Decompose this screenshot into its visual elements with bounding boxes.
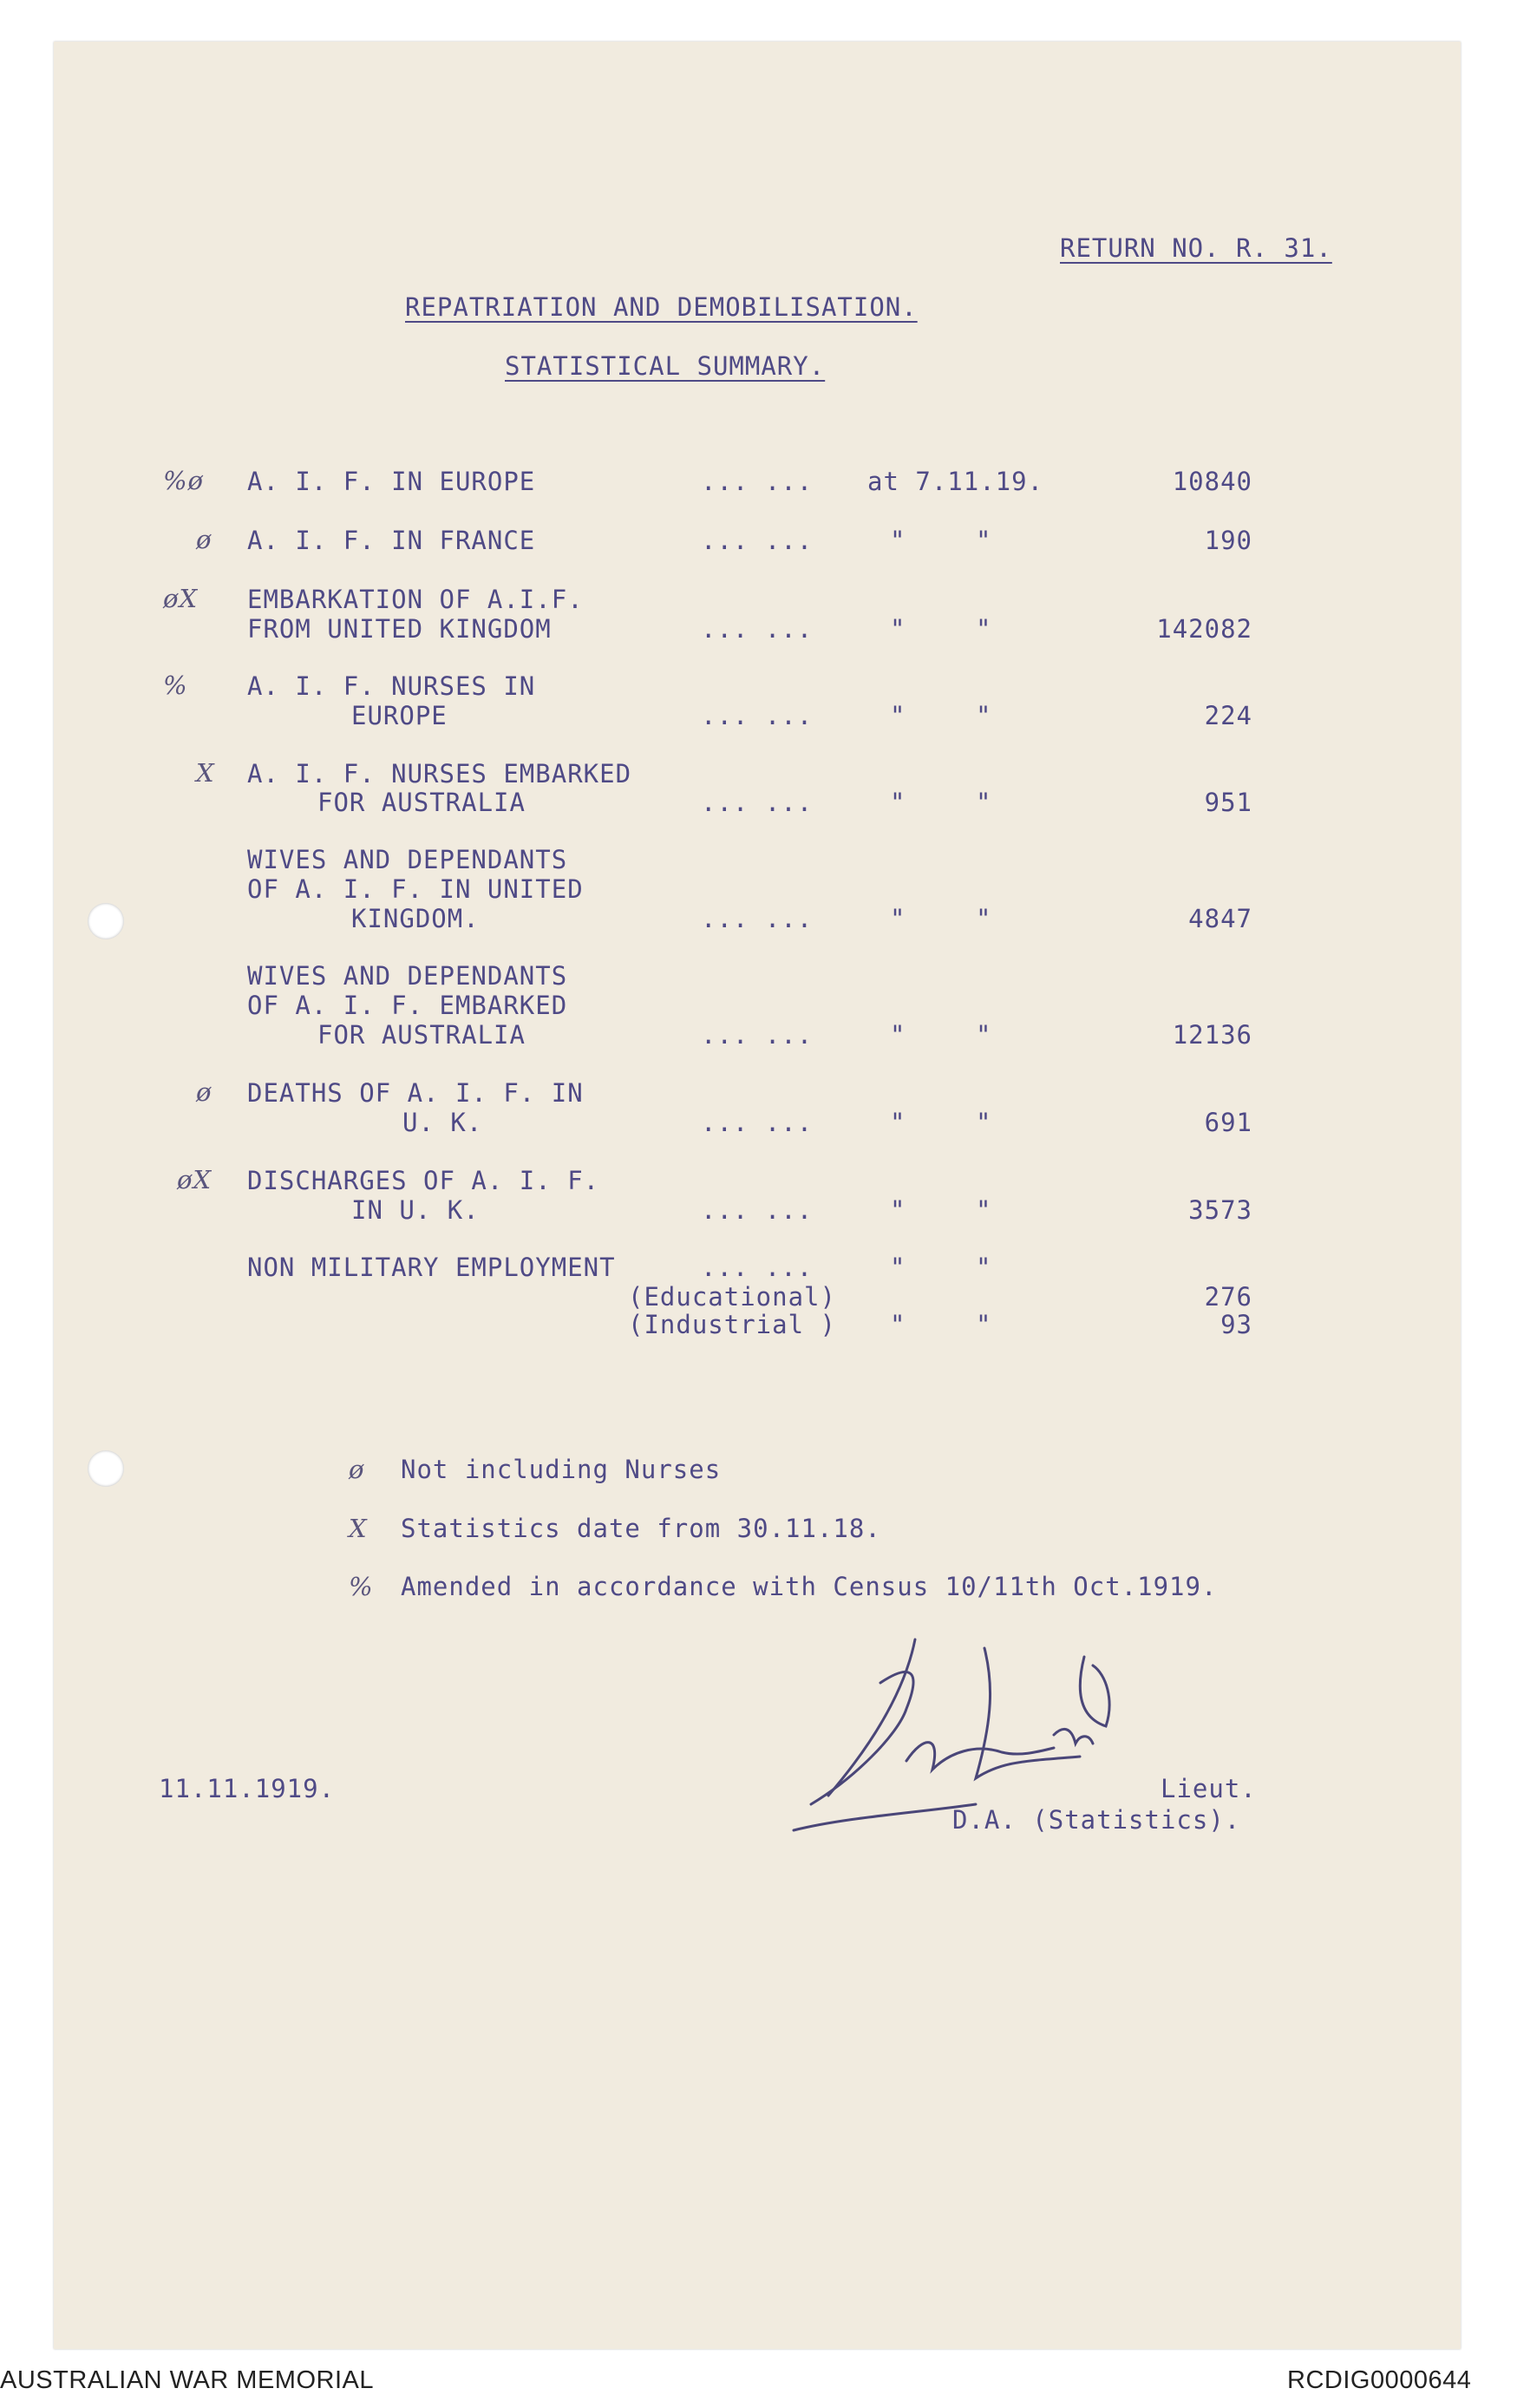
row-label: A. I. F. IN EUROPE [247, 467, 536, 496]
signatory-rank: Lieut. [1161, 1774, 1257, 1803]
row-ditto: " [976, 904, 992, 933]
row-label: EMBARKATION OF A.I.F. [247, 585, 584, 614]
row-leader-dots: ... ... [701, 1195, 814, 1225]
row-ditto: " [890, 701, 906, 730]
row-label: WIVES AND DEPENDANTS [247, 961, 568, 991]
row-mark: X [196, 758, 215, 788]
row-label: FROM UNITED KINGDOM [247, 614, 552, 644]
row-ditto: " [890, 904, 906, 933]
row-ditto: " [976, 1253, 992, 1282]
row-value: 951 [1204, 788, 1252, 817]
row-label: U. K. [402, 1108, 483, 1137]
row-label: A. I. F. NURSES IN [247, 671, 536, 701]
sub-row-label: (Educational) [628, 1282, 836, 1312]
row-value: 691 [1204, 1108, 1252, 1137]
row-value: 190 [1204, 526, 1252, 555]
row-leader-dots: ... ... [701, 904, 814, 933]
row-leader-dots: ... ... [701, 1108, 814, 1137]
row-value: 12136 [1172, 1020, 1252, 1050]
document-subtitle: STATISTICAL SUMMARY. [505, 351, 826, 381]
row-ditto: " [976, 614, 992, 644]
row-leader-dots: ... ... [701, 788, 814, 817]
row-value: 224 [1204, 701, 1252, 730]
document-date: 11.11.1919. [159, 1774, 336, 1803]
row-label: FOR AUSTRALIA [317, 1020, 526, 1050]
sub-row-ditto: " [890, 1310, 906, 1339]
row-ditto: " [976, 526, 992, 555]
sub-row-value: 93 [1220, 1310, 1252, 1339]
row-date: at 7.11.19. [867, 467, 1044, 496]
row-leader-dots: ... ... [701, 614, 814, 644]
sub-row-label: (Industrial ) [628, 1310, 836, 1339]
row-ditto: " [890, 788, 906, 817]
row-label: KINGDOM. [351, 904, 480, 933]
row-label: A. I. F. NURSES EMBARKED [247, 759, 632, 788]
row-ditto: " [890, 614, 906, 644]
row-leader-dots: ... ... [701, 467, 814, 496]
row-label: DISCHARGES OF A. I. F. [247, 1166, 600, 1195]
signatory-role: D.A. (Statistics). [952, 1805, 1241, 1835]
row-ditto: " [890, 1253, 906, 1282]
note-text: Amended in accordance with Census 10/11th Oct.1919. [401, 1572, 1218, 1601]
note-mark: % [349, 1572, 374, 1601]
row-mark: ø [196, 525, 213, 554]
row-label: IN U. K. [351, 1195, 480, 1225]
row-ditto: " [890, 526, 906, 555]
sub-row-value: 276 [1204, 1282, 1252, 1312]
row-label: EUROPE [351, 701, 448, 730]
row-mark: øX [163, 584, 199, 613]
row-label: DEATHS OF A. I. F. IN [247, 1078, 584, 1108]
row-value: 4847 [1188, 904, 1252, 933]
row-mark: øX [177, 1165, 213, 1194]
row-label: FOR AUSTRALIA [317, 788, 526, 817]
row-value: 10840 [1172, 467, 1252, 496]
row-leader-dots: ... ... [701, 526, 814, 555]
document-title: REPATRIATION AND DEMOBILISATION. [405, 292, 918, 322]
row-label: NON MILITARY EMPLOYMENT [247, 1253, 616, 1282]
row-ditto: " [976, 1108, 992, 1137]
row-ditto: " [976, 1195, 992, 1225]
punch-hole-lower [88, 1450, 124, 1487]
row-mark: % [163, 671, 188, 700]
row-value: 142082 [1156, 614, 1252, 644]
row-ditto: " [976, 788, 992, 817]
row-mark: ø [196, 1077, 213, 1107]
sub-row-ditto: " [976, 1310, 992, 1339]
row-leader-dots: ... ... [701, 1020, 814, 1050]
punch-hole-upper [88, 903, 124, 939]
archive-caption-left: AUSTRALIAN WAR MEMORIAL [0, 2366, 374, 2394]
note-text: Not including Nurses [401, 1455, 722, 1484]
note-mark: X [349, 1514, 368, 1543]
archive-caption-right: RCDIG0000644 [1287, 2366, 1472, 2394]
return-number: RETURN NO. R. 31. [1060, 233, 1332, 263]
row-label: OF A. I. F. EMBARKED [247, 991, 568, 1020]
row-mark: %ø [163, 466, 205, 495]
row-ditto: " [976, 701, 992, 730]
row-leader-dots: ... ... [701, 701, 814, 730]
row-ditto: " [890, 1195, 906, 1225]
row-ditto: " [890, 1020, 906, 1050]
note-text: Statistics date from 30.11.18. [401, 1514, 881, 1543]
row-label: OF A. I. F. IN UNITED [247, 874, 584, 904]
note-mark: ø [349, 1455, 365, 1484]
row-label: A. I. F. IN FRANCE [247, 526, 536, 555]
row-leader-dots: ... ... [701, 1253, 814, 1282]
row-label: WIVES AND DEPENDANTS [247, 845, 568, 874]
row-ditto: " [890, 1108, 906, 1137]
row-value: 3573 [1188, 1195, 1252, 1225]
row-ditto: " [976, 1020, 992, 1050]
